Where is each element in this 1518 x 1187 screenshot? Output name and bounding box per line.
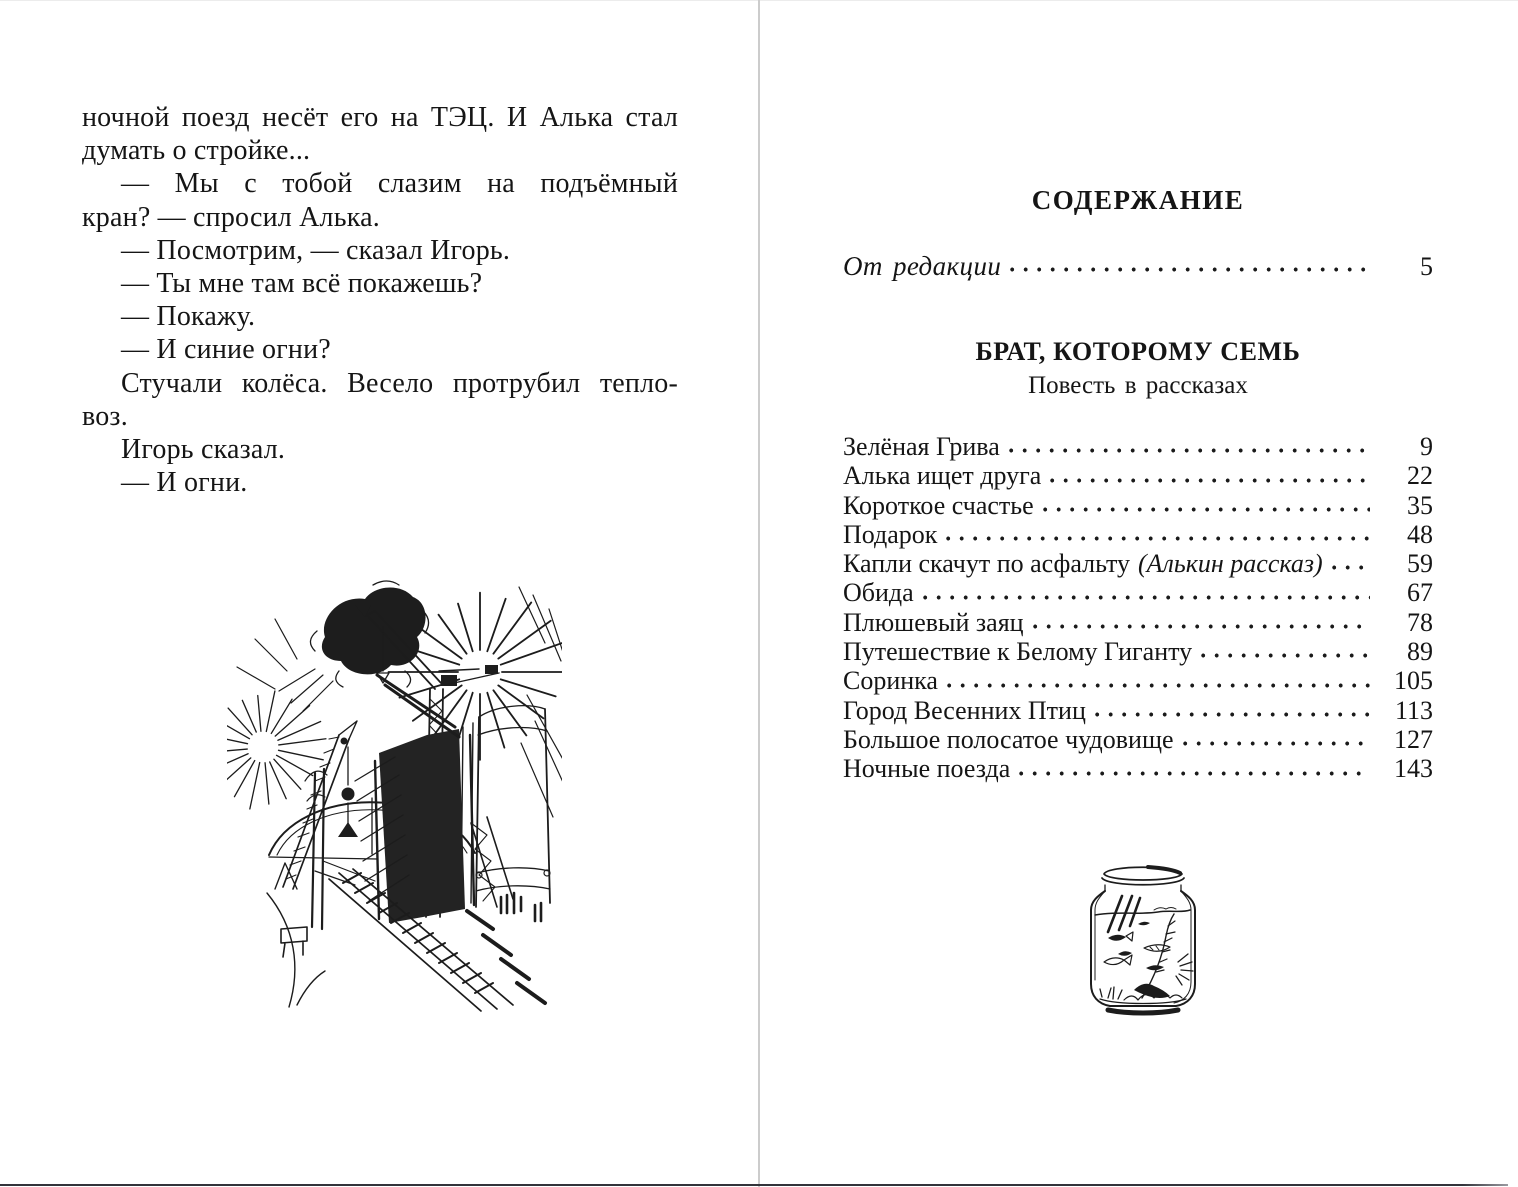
toc-entry-page-number: 89 xyxy=(1407,637,1433,667)
toc-entry-title: Соринка xyxy=(843,666,938,696)
story-text-block xyxy=(82,101,678,499)
body-text-line: кран? — спросил Алька. xyxy=(82,201,380,233)
toc-row[interactable] xyxy=(843,608,1433,637)
body-text-line: — И огни. xyxy=(121,467,248,499)
body-text-line: Игорь сказал. xyxy=(121,434,286,466)
toc-entry-title: От редакции xyxy=(843,251,1002,281)
toc-row-front-matter[interactable] xyxy=(843,251,1433,280)
dot-leader xyxy=(1009,447,1370,454)
dot-leader xyxy=(1183,740,1370,747)
part-title: БРАТ, КОТОРОМУ СЕМЬ xyxy=(975,337,1301,366)
part-subtitle: Повесть в рассказах xyxy=(1028,372,1248,399)
dot-leader xyxy=(1043,506,1370,513)
construction-site-illustration xyxy=(227,575,562,1017)
toc-entry-page-number: 22 xyxy=(1407,461,1433,491)
toc-row[interactable] xyxy=(843,491,1433,520)
toc-entry-title: Город Весенних Птиц xyxy=(843,695,1086,725)
dot-leader xyxy=(946,535,1370,542)
body-text-line: — Посмотрим, — сказал Игорь. xyxy=(121,234,511,266)
dot-leader xyxy=(1019,770,1370,777)
window-bottom-edge xyxy=(0,1184,1508,1186)
toc-entry-page-number: 127 xyxy=(1394,724,1433,754)
toc-entry-page-number: 35 xyxy=(1407,490,1433,520)
dot-leader xyxy=(923,594,1370,601)
toc-entry-title: Плюшевый заяц xyxy=(843,607,1024,637)
toc-row[interactable] xyxy=(843,578,1433,607)
body-text-line: воз. xyxy=(82,400,128,432)
body-text-line: ночной поезд несёт его на ТЭЦ. И Алька стал xyxy=(82,102,678,133)
body-text-line: — И синие огни? xyxy=(121,334,331,366)
jar-with-fish-illustration xyxy=(1078,858,1208,1023)
toc-entry-title: Обида xyxy=(843,578,914,608)
body-text-line: Стучали колёса. Весело протрубил тепло- xyxy=(121,367,678,399)
toc-entry-title: Большое полосатое чудовище xyxy=(843,724,1174,754)
toc-row[interactable] xyxy=(843,432,1433,461)
dot-leader xyxy=(1010,266,1370,273)
toc-row[interactable] xyxy=(843,637,1433,666)
toc-entries xyxy=(843,432,1433,784)
toc-entry-page-number: 5 xyxy=(1420,252,1433,281)
dot-leader xyxy=(1050,477,1370,484)
toc-row[interactable] xyxy=(843,666,1433,695)
toc-heading: СОДЕРЖАНИЕ xyxy=(1031,185,1245,215)
toc-entry-title: Путешествие к Белому Гиганту xyxy=(843,637,1193,667)
body-text-line: — Покажу. xyxy=(121,301,256,333)
dot-leader xyxy=(947,682,1370,689)
toc-entry-title: Зелёная Грива xyxy=(843,432,1000,461)
toc-entry-title: Ночные поезда xyxy=(843,754,1011,784)
toc-row[interactable] xyxy=(843,754,1433,783)
toc-entry-page-number: 78 xyxy=(1407,607,1433,637)
toc-entry-title: Алька ищет друга xyxy=(843,461,1042,491)
toc-row[interactable] xyxy=(843,520,1433,549)
toc-entry-title: Капли скачут по асфальту xyxy=(843,549,1131,579)
dot-leader xyxy=(1332,564,1370,571)
toc-entry-page-number: 9 xyxy=(1420,432,1433,461)
dot-leader xyxy=(1095,711,1370,718)
toc-entry-page-number: 48 xyxy=(1407,519,1433,549)
toc-entry-page-number: 113 xyxy=(1394,695,1433,725)
right-book-page xyxy=(760,0,1518,1187)
dot-leader xyxy=(1201,652,1370,659)
dot-leader xyxy=(1033,623,1370,630)
body-text-line: — Мы с тобой слазим на подъёмный xyxy=(121,168,678,200)
toc-entry-page-number: 59 xyxy=(1407,549,1433,579)
toc-entry-page-number: 143 xyxy=(1394,754,1433,784)
toc-entry-title: Подарок xyxy=(843,519,938,549)
body-text-line: думать о стройке... xyxy=(82,135,311,167)
toc-row[interactable] xyxy=(843,696,1433,725)
toc-row[interactable] xyxy=(843,725,1433,754)
toc-row[interactable] xyxy=(843,549,1433,578)
toc-entry-title-italic: (Алькин рассказ) xyxy=(1138,549,1323,579)
body-text-line: — Ты мне там всё покажешь? xyxy=(121,268,483,300)
toc-entry-page-number: 67 xyxy=(1407,578,1433,608)
toc-row[interactable] xyxy=(843,461,1433,490)
toc-entry-page-number: 105 xyxy=(1394,666,1433,696)
toc-entry-title: Короткое счастье xyxy=(843,490,1034,520)
left-book-page xyxy=(0,0,758,1187)
